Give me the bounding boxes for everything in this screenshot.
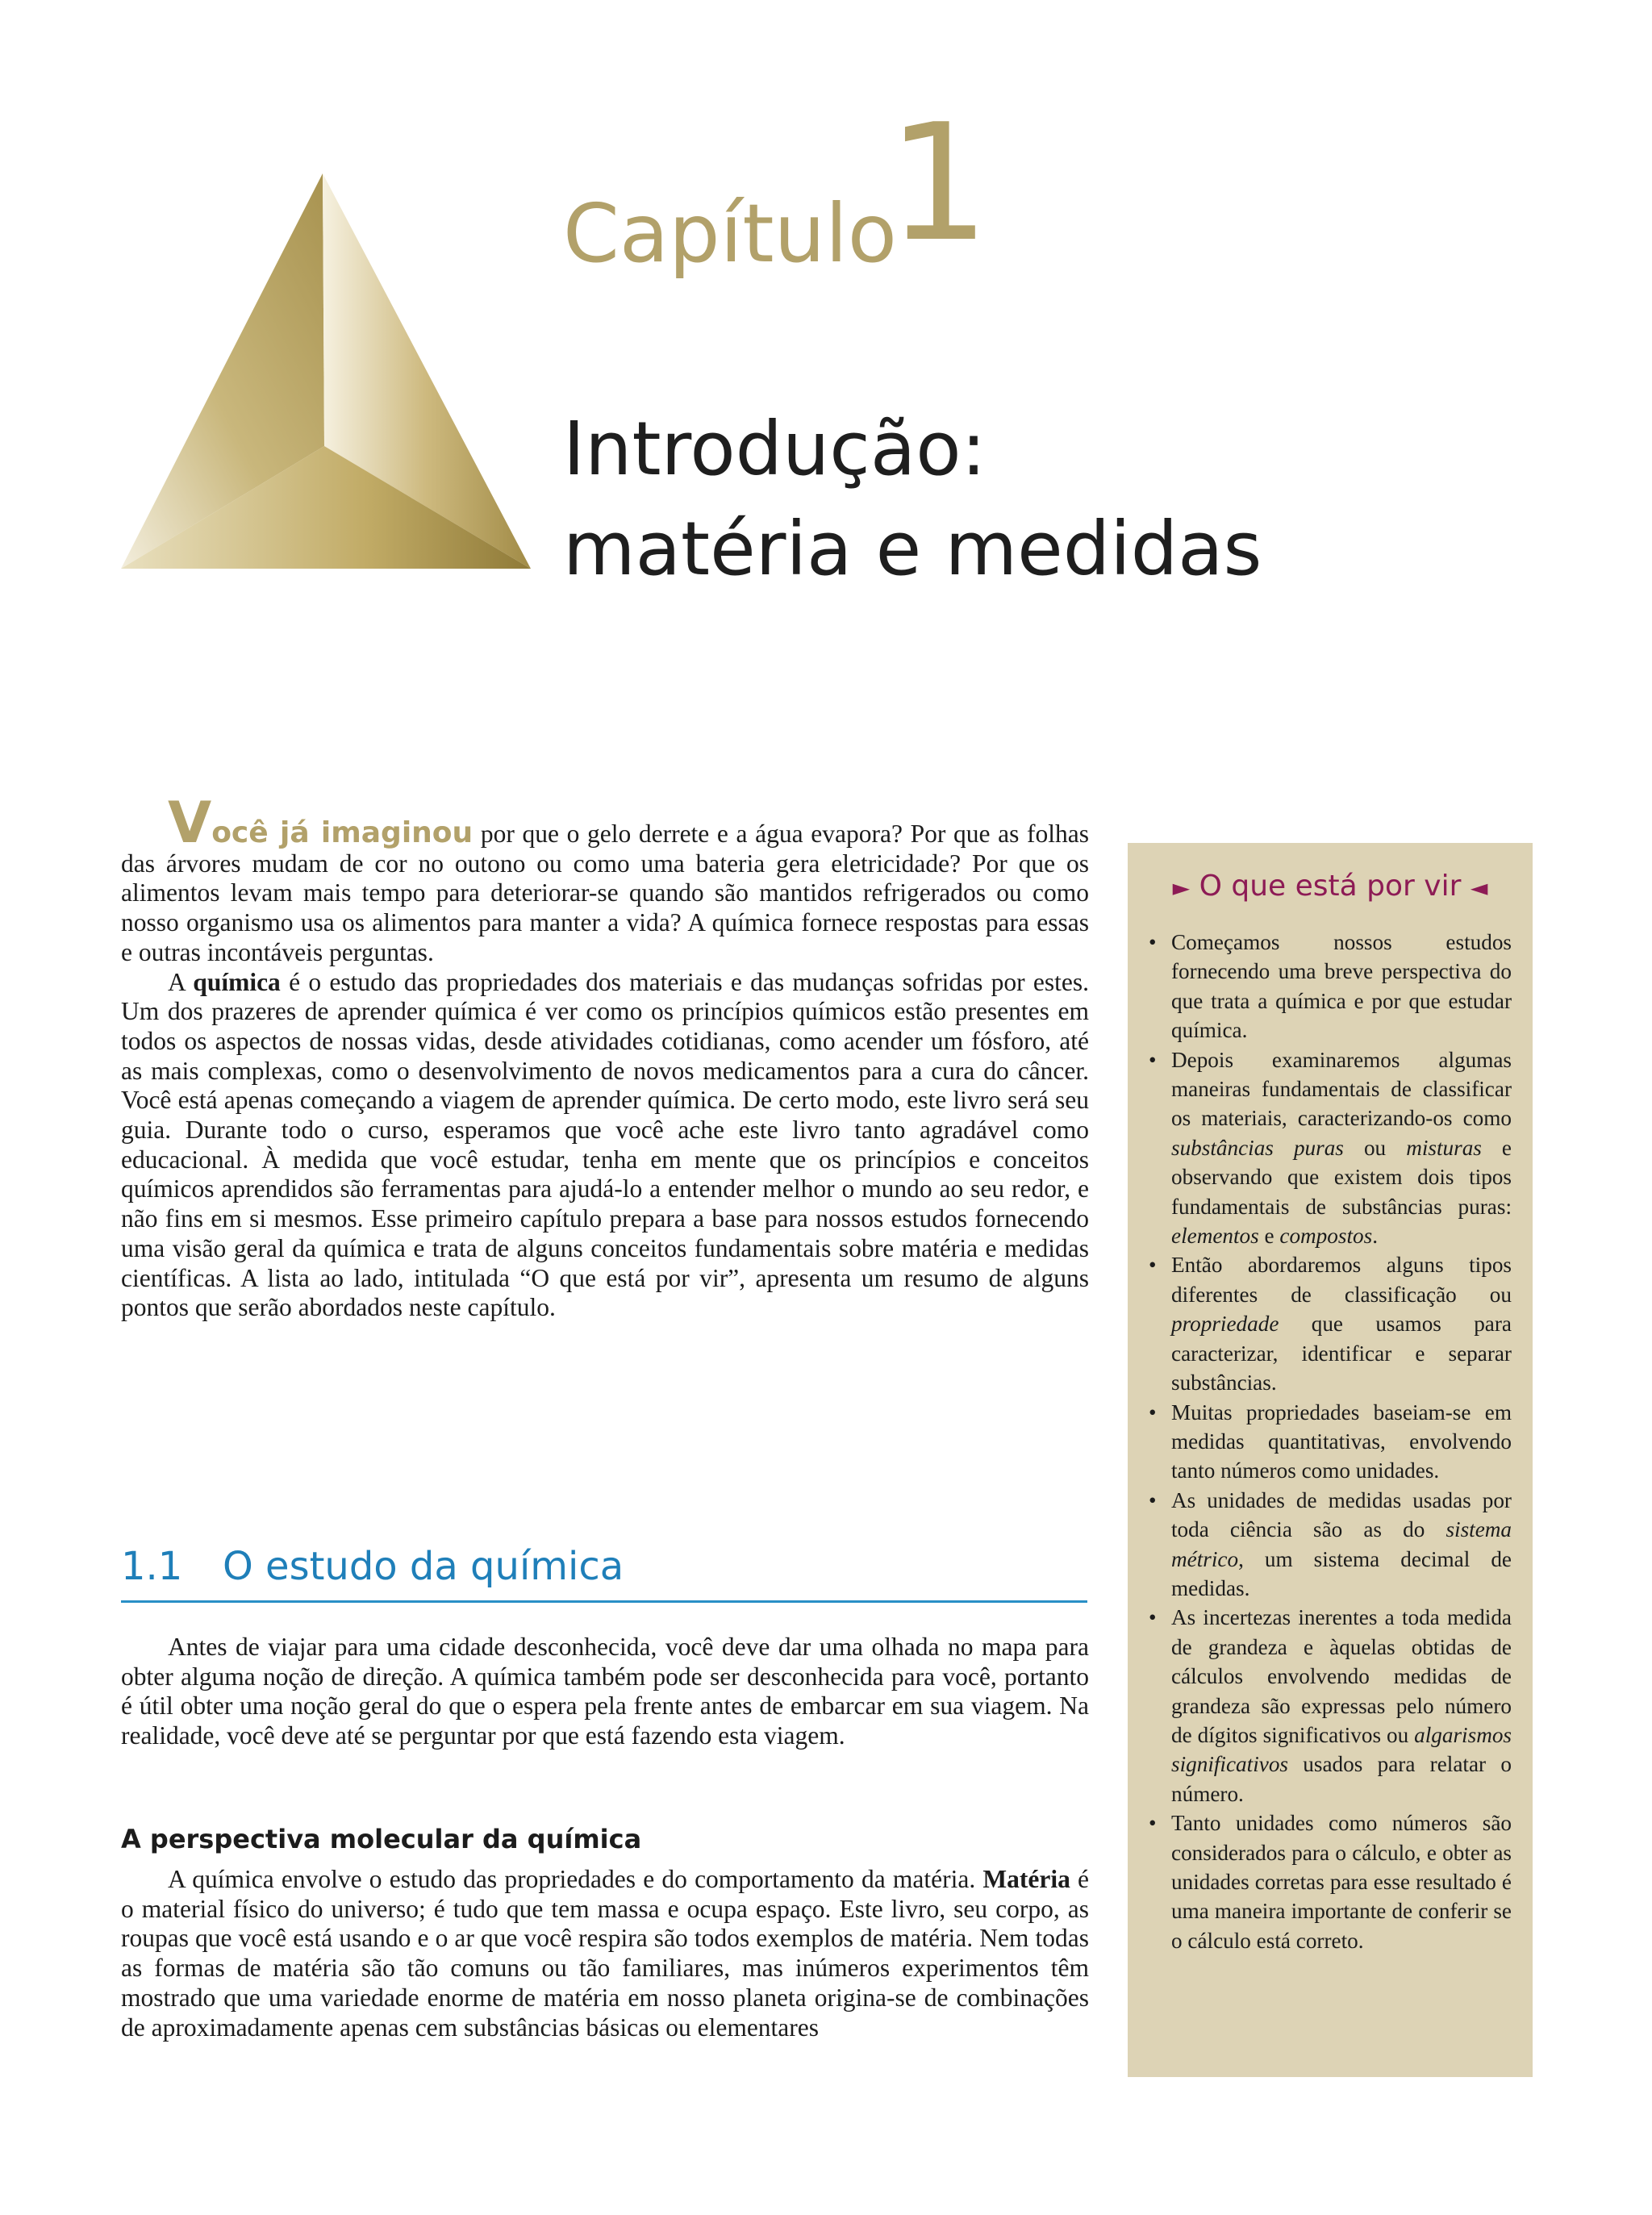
list-item-text: que usamos para caracterizar, identificar e separar substâncias. xyxy=(1171,1312,1512,1395)
list-item-text: e xyxy=(1258,1224,1280,1249)
subsection-text xyxy=(121,1865,1089,2042)
section-heading xyxy=(121,1542,1087,1603)
chapter-label: Capítulo xyxy=(563,186,897,281)
list-item-text: Muitas propriedades baseiam-se em medidas quantitativas, envolvendo tanto números como unidades. xyxy=(1171,1399,1512,1483)
section-text xyxy=(121,1633,1089,1751)
list-item xyxy=(1149,1398,1512,1486)
list-item xyxy=(1149,1808,1512,1955)
list-item-italic: compostos xyxy=(1279,1224,1373,1249)
term-quimica: química xyxy=(193,967,281,996)
list-item-text: Então abordaremos alguns tipos diferentes de classificação ou xyxy=(1171,1253,1512,1307)
chapter-title xyxy=(563,399,1262,599)
drop-cap-letter: V xyxy=(168,790,212,856)
chapter-number: 1 xyxy=(887,90,991,277)
bullet-icon: • xyxy=(1149,1605,1157,1630)
list-item xyxy=(1149,1603,1512,1808)
bullet-icon: • xyxy=(1149,1811,1157,1836)
list-item xyxy=(1149,928,1512,1045)
intro-paragraph-1-text: por que o gelo derrete e a água evapora? Por que as folhas das árvores mudam de cor no outono ou como uma bateria gera eletricidade? Por que os alimentos levam mais tempo para deteriorar-se quando são mantidos refrigerados ou como nosso organismo usa os alimentos para manter a vida? A química fornece respostas para essas e outras incontáveis perguntas. xyxy=(121,820,1089,966)
sidebar-title xyxy=(1128,870,1533,903)
list-item-text: Depois examinaremos algumas maneiras fundamentais de classificar os materiais, caracterizando-os como xyxy=(1171,1047,1512,1131)
bullet-icon: • xyxy=(1149,1253,1157,1278)
right-triangle-icon: ► xyxy=(1172,874,1191,901)
section-number: 1.1 xyxy=(121,1544,183,1589)
list-item xyxy=(1149,1486,1512,1604)
list-item xyxy=(1149,1250,1512,1397)
list-item-italic: substâncias puras xyxy=(1171,1135,1344,1160)
chapter-title-line-2: matéria e medidas xyxy=(563,506,1262,592)
list-item-text: As incertezas inerentes a toda medida de grandeza e àquelas obtidas de cálculos envolvendo medidas de grandeza são expressas pelo número de dígitos significativos ou xyxy=(1171,1605,1512,1747)
list-item-italic: sistema métrico xyxy=(1171,1517,1512,1571)
left-triangle-icon: ◄ xyxy=(1470,874,1488,901)
sidebar-list xyxy=(1149,928,1512,1955)
list-item-italic: misturas xyxy=(1406,1135,1482,1160)
sub-part-b: é o material físico do universo; é tudo que tem massa e ocupa espaço. Este livro, seu corpo, as roupas que você está usando e o ar que você respira são todos exemplos de matéria. Nem todas as formas de matéria são tão comuns ou tão familiares, mas inúmeros experimentos têm mostrado que uma variedade enorme de matéria em nosso planeta origina-se de combinações de aproximadamente apenas cem substâncias básicas ou elementares xyxy=(121,1865,1090,2042)
list-item-text: usados para relatar o número. xyxy=(1171,1752,1512,1806)
list-item-italic: propriedade xyxy=(1171,1312,1279,1337)
intro-text xyxy=(121,790,1089,1323)
intro-p2-part-b: é o estudo das propriedades dos materiais e das mudanças sofridas por estes. Um dos prazeres de aprender química é ver como os princípios químicos estão presentes em todos os aspectos de nossas vidas, desde atividades cotidianas, como acender um fósforo, até as mais complexas, como o desenvolvimento de novos medicamentos para a cura do câncer. Você está apenas começando a viagem de aprender química. De certo modo, este livro será seu guia. Durante todo o curso, esperamos que você ache este livro tanto agradável como educacional. À medida que você estudar, tenha em mente que os princípios e conceitos químicos aprendidos são ferramentas para ajudá-lo a entender melhor o mundo ao seu redor, e não fins em si mesmos. Esse primeiro capítulo prepara a base para nossos estudos fornecendo uma visão geral da química e trata de alguns conceitos fundamentais sobre matéria e medidas científicas. A lista ao lado, intitulada “O que está por vir”, apresenta um resumo de alguns pontos que serão abordados neste capítulo. xyxy=(121,967,1089,1322)
term-materia: Matéria xyxy=(982,1865,1070,1893)
list-item-text: . xyxy=(1372,1224,1378,1249)
pyramid-icon xyxy=(121,173,532,573)
drop-cap-rest: ocê já imaginou xyxy=(211,816,473,849)
sidebar-title-text: O que está por vir xyxy=(1199,870,1462,903)
chapter-title-line-1: Introdução: xyxy=(563,406,987,492)
intro-paragraph-1 xyxy=(121,790,1089,968)
list-item-text: As unidades de medidas usadas por toda ciência são as do xyxy=(1171,1487,1512,1542)
list-item-text: Começamos nossos estudos fornecendo uma breve perspectiva do que trata a química e por que estudar química. xyxy=(1171,930,1512,1043)
list-item xyxy=(1149,1045,1512,1251)
list-item-text: Tanto unidades como números são considerados para o cálculo, e obter as unidades corretas para esse resultado é uma maneira importante de conferir se o cálculo está correto. xyxy=(1171,1811,1512,1953)
section-paragraph: Antes de viajar para uma cidade desconhecida, você deve dar uma olhada no mapa para obter alguma noção de direção. A química também pode ser desconhecida para você, portanto é útil obter uma noção geral do que o espera pela frente antes de embarcar em sua viagem. Na realidade, você deve até se perguntar por que está fazendo esta viagem. xyxy=(121,1633,1089,1750)
list-item-text: , um sistema decimal de medidas. xyxy=(1171,1546,1512,1600)
bullet-icon: • xyxy=(1149,1487,1157,1512)
bullet-icon: • xyxy=(1149,930,1157,954)
intro-paragraph-2 xyxy=(121,968,1089,1323)
sub-part-a: A química envolve o estudo das propriedades e do comportamento da matéria. xyxy=(168,1865,983,1893)
sidebar-box xyxy=(1128,843,1533,2077)
subsection-paragraph xyxy=(121,1865,1089,2042)
bullet-icon: • xyxy=(1149,1399,1157,1425)
drop-cap-lead xyxy=(168,790,473,856)
list-item-italic: algarismos significativos xyxy=(1171,1722,1512,1777)
subheading: A perspectiva molecular da química xyxy=(121,1824,642,1854)
bullet-icon: • xyxy=(1149,1047,1157,1072)
list-item-text: e observando que existem dois tipos fundamentais de substâncias puras: xyxy=(1171,1135,1512,1219)
list-item-text: ou xyxy=(1343,1135,1407,1160)
intro-p2-part-a: A xyxy=(168,967,194,996)
list-item-italic: elementos xyxy=(1171,1224,1259,1249)
section-title: O estudo da química xyxy=(223,1544,624,1589)
